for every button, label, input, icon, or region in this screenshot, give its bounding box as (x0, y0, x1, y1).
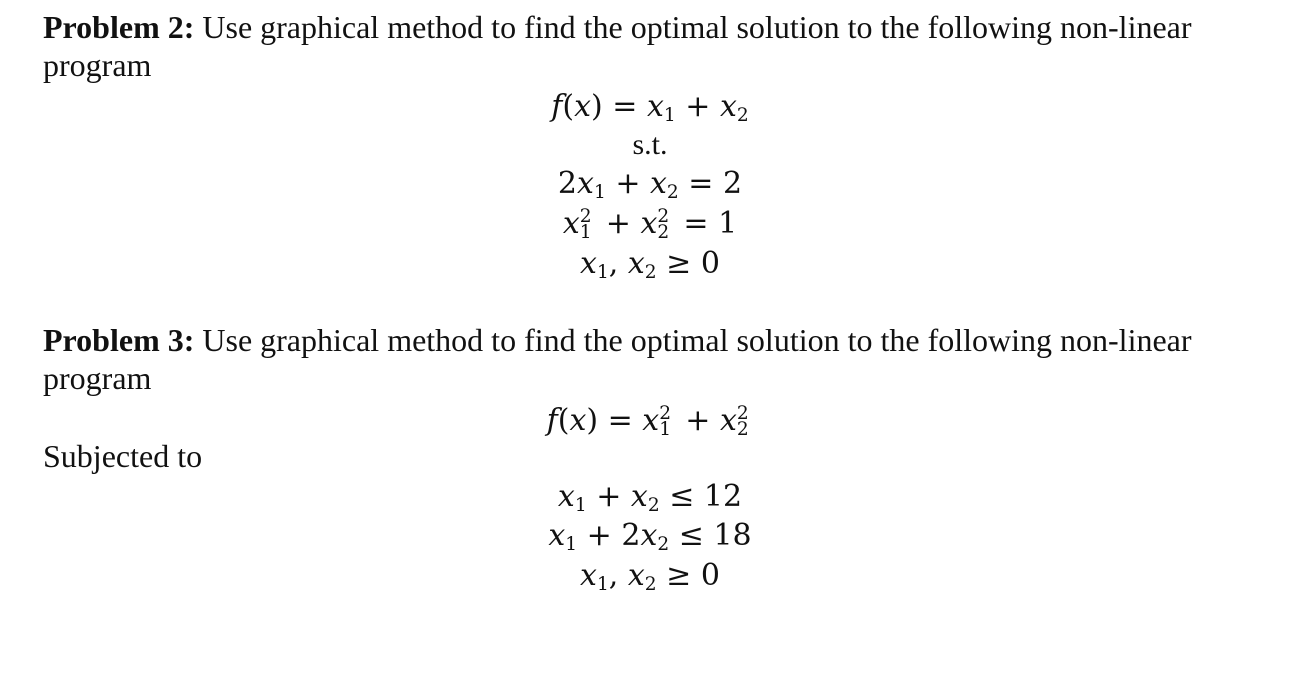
problem-3-constraint-1: $x_1 + x_2 \le 12$ (557, 479, 743, 517)
problem-3-statement (43, 321, 1263, 397)
problem-2-objective: $f(x) = x_1 + x_2$ (551, 89, 749, 127)
problem-2-constraint-3: $x_1$, $x_2 \ge 0$ (580, 246, 720, 284)
problem-2-title: Problem 2: (43, 9, 195, 45)
problem-2-st-label: s.t. (632, 128, 668, 161)
problem-2-constraint-1: $2x_1 + x_2 = 2$ (557, 166, 743, 204)
problem-3-subject-label: Subjected to (43, 438, 203, 474)
problem-3-objective: f(x) = x 2 1 + x 2 2 (546, 402, 749, 441)
problem-3-constraint-3: $x_1$, $x_2 \ge 0$ (580, 558, 720, 596)
problem-2-statement (43, 8, 1263, 84)
problem-2-text: Use graphical method to find the optimal solution to the following non-linear program (43, 9, 1192, 83)
problem-3-title: Problem 3: (43, 322, 195, 358)
problem-2-constraint-2: x 2 1 + x 2 2 = 1 (562, 205, 738, 244)
problem-3-text: Use graphical method to find the optimal solution to the following non-linear program (43, 322, 1192, 396)
problem-3-constraint-2: $x_1 + 2x_2 \le 18$ (548, 518, 752, 556)
